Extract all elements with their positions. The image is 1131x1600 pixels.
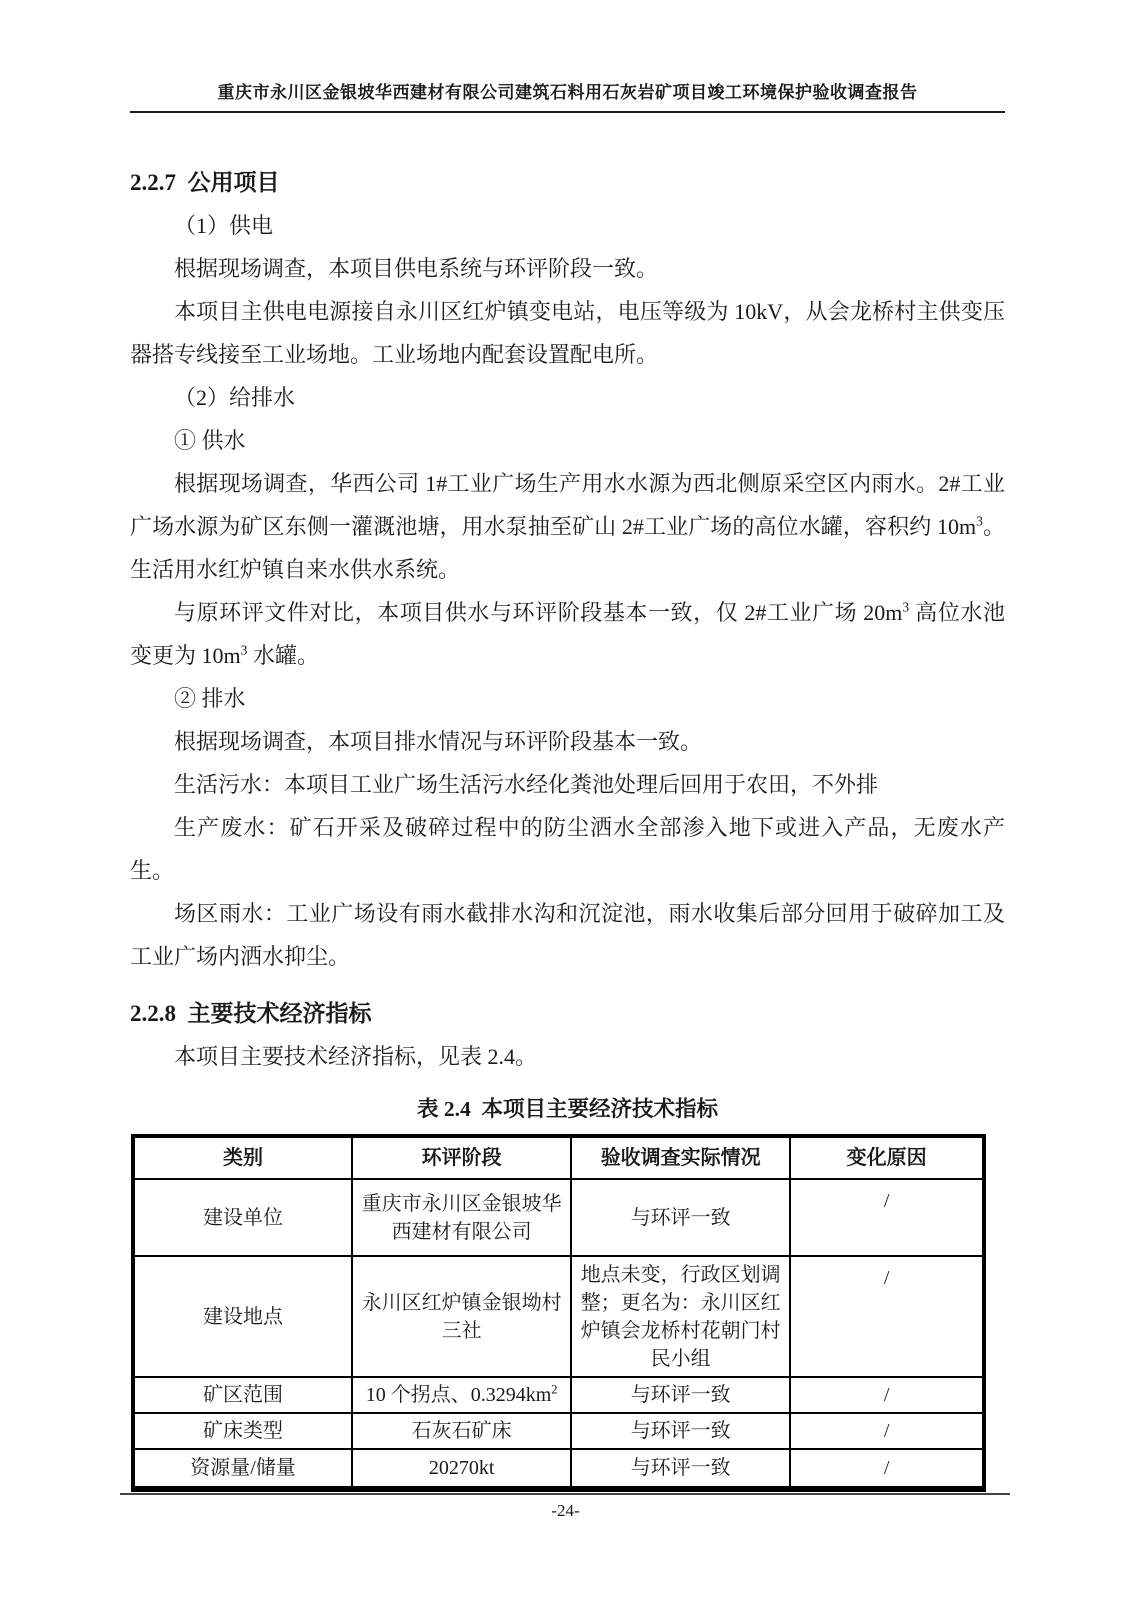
footer-rule	[120, 1493, 1010, 1495]
table-cell: /	[790, 1449, 984, 1489]
paragraph: （2）给排水	[174, 385, 296, 410]
table-cell: 与环评一致	[571, 1413, 790, 1449]
column-header: 类别	[133, 1136, 352, 1179]
paragraph: 生活污水：本项目工业广场生活污水经化粪池处理后回用于农田，不外排	[174, 772, 879, 797]
paragraph: 生产废水：矿石开采及破碎过程中的防尘洒水全部渗入地下或进入产品，无废水产生。	[130, 815, 1005, 883]
table-cell: /	[790, 1256, 984, 1377]
table-cell: 与环评一致	[571, 1179, 790, 1256]
table-header	[133, 1136, 984, 1179]
table-cell: 20270kt	[352, 1449, 571, 1489]
table-row	[133, 1377, 984, 1413]
table-row	[133, 1413, 984, 1449]
table-cell: 永川区红炉镇金银坳村三社	[352, 1256, 571, 1377]
economic-indicators-table	[131, 1134, 986, 1492]
section-heading: 2.2.8 主要技术经济指标	[130, 1001, 372, 1026]
paragraph: 根据现场调查，本项目排水情况与环评阶段基本一致。	[174, 729, 703, 754]
table-cell: 资源量/储量	[133, 1449, 352, 1489]
table-caption: 表 2.4 本项目主要经济技术指标	[416, 1097, 718, 1121]
paragraph: 本项目主要技术经济指标，见表 2.4。	[174, 1044, 538, 1069]
section-heading: 2.2.7 公用项目	[130, 170, 280, 195]
table-body	[133, 1179, 984, 1489]
paragraph: （1）供电	[174, 213, 274, 238]
table-row	[133, 1179, 984, 1256]
table-cell: 地点未变，行政区划调整；更名为：永川区红炉镇会龙桥村花朝门村民小组	[571, 1256, 790, 1377]
table-cell: 矿床类型	[133, 1413, 352, 1449]
column-header: 验收调查实际情况	[571, 1136, 790, 1179]
paragraph: 根据现场调查，华西公司 1#工业广场生产用水水源为西北侧原采空区内雨水。2#工业广场水源为矿区东侧一灌溉池塘，用水泵抽至矿山 2#工业广场的高位水罐，容积约 $10m^3$。生活用水红炉镇自来水供水系统。	[130, 471, 1005, 582]
table-cell: 建设地点	[133, 1256, 352, 1377]
table-cell: 重庆市永川区金银坡华西建材有限公司	[352, 1179, 571, 1256]
table-cell: 石灰石矿床	[352, 1413, 571, 1449]
column-header: 环评阶段	[352, 1136, 571, 1179]
table-cell: /	[790, 1179, 984, 1256]
paragraph: ② 排水	[174, 686, 246, 711]
column-header: 变化原因	[790, 1136, 984, 1179]
header-rule	[130, 111, 1005, 113]
table-cell: 10 个拐点、$0.3294km^2$	[352, 1377, 571, 1413]
table-header-row	[133, 1136, 984, 1179]
paragraph: ① 供水	[174, 428, 246, 453]
table-cell: 与环评一致	[571, 1449, 790, 1489]
table-cell: /	[790, 1377, 984, 1413]
table-cell: 与环评一致	[571, 1377, 790, 1413]
paragraph: 场区雨水：工业广场设有雨水截排水沟和沉淀池，雨水收集后部分回用于破碎加工及工业广场内洒水抑尘。	[130, 901, 1005, 969]
paragraph: 本项目主供电电源接自永川区红炉镇变电站，电压等级为 10kV，从会龙桥村主供变压器搭专线接至工业场地。工业场地内配套设置配电所。	[130, 299, 1005, 367]
page-number: -24-	[551, 1501, 580, 1520]
document-body	[130, 161, 1005, 1078]
page-header	[130, 0, 1005, 113]
paragraph: 根据现场调查，本项目供电系统与环评阶段一致。	[174, 256, 659, 281]
table-cell: 建设单位	[133, 1179, 352, 1256]
table-cell: 矿区范围	[133, 1377, 352, 1413]
table-row	[133, 1449, 984, 1489]
header-title: 重庆市永川区金银坡华西建材有限公司建筑石料用石灰岩矿项目竣工环境保护验收调查报告	[217, 83, 918, 102]
paragraph: 与原环评文件对比，本项目供水与环评阶段基本一致，仅 2#工业广场 $20m^3$ 高位水池变更为 $10m^3$ 水罐。	[130, 599, 1005, 668]
table-cell: /	[790, 1413, 984, 1449]
table-row	[133, 1256, 984, 1377]
